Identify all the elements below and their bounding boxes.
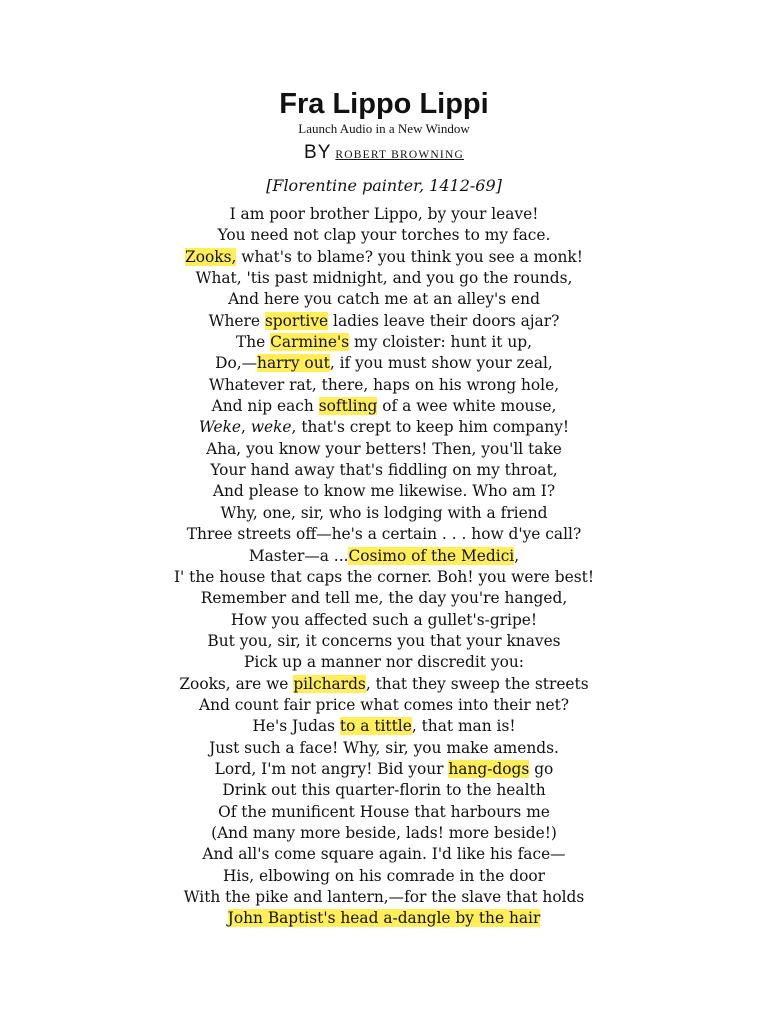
poem-line [0, 546, 768, 567]
glossary-highlight[interactable]: John Baptist's head a-dangle by the hair [227, 909, 541, 928]
poem-line [0, 588, 768, 609]
line-text: Pick up a manner nor discredit you: [244, 653, 524, 672]
poem-line [0, 225, 768, 246]
line-text: And nip each [211, 397, 319, 416]
poem-line [0, 524, 768, 545]
glossary-highlight[interactable]: sportive [264, 311, 329, 330]
line-text: (And many more beside, lads! more beside!) [211, 823, 557, 842]
glossary-highlight[interactable]: softling [318, 397, 378, 416]
line-text: His, elbowing on his comrade in the door [222, 866, 546, 885]
poem-line [0, 353, 768, 374]
line-text: Lord, I'm not angry! Bid your [214, 759, 449, 778]
line-text: Why, one, sir, who is lodging with a friend [220, 503, 548, 522]
poem-line [0, 823, 768, 844]
line-text: Zooks, are we [179, 674, 294, 693]
poem-line [0, 503, 768, 524]
poem-line [0, 289, 768, 310]
poem-line [0, 439, 768, 460]
glossary-highlight[interactable]: to a tittle [339, 717, 412, 736]
line-text: Of the munificent House that harbours me [218, 802, 550, 821]
poem-line [0, 674, 768, 695]
line-text: Your hand away that's fiddling on my throat, [210, 461, 558, 480]
poem-line [0, 396, 768, 417]
line-text: what's to blame? you think you see a monk! [236, 247, 583, 266]
glossary-highlight[interactable]: Zooks, [185, 247, 237, 266]
line-text: I' the house that caps the corner. Boh! you were best! [173, 567, 595, 586]
glossary-highlight[interactable]: Cosimo of the Medici [348, 546, 515, 565]
poem-line [0, 567, 768, 588]
line-text: Whatever rat, there, haps on his wrong hole, [208, 375, 560, 394]
line-text: Aha, you know your betters! Then, you'll take [206, 439, 562, 458]
line-text: of a wee white mouse, [377, 397, 557, 416]
poem-line [0, 204, 768, 225]
poem-title: Fra Lippo Lippi [279, 88, 489, 120]
line-text: How you affected such a gullet's-gripe! [230, 610, 538, 629]
line-text: my cloister: hunt it up, [349, 333, 533, 352]
line-text: And here you catch me at an alley's end [228, 290, 540, 309]
poem-line [0, 887, 768, 908]
line-text: What, 'tis past midnight, and you go the rounds, [195, 269, 573, 288]
line-text: , [241, 418, 251, 437]
poem-line [0, 716, 768, 737]
line-text: Just such a face! Why, sir, you make amends. [209, 738, 559, 757]
line-text: The [235, 333, 271, 352]
poem-line [0, 759, 768, 780]
line-text: Master—a ... [248, 546, 349, 565]
line-text: Do,— [215, 354, 258, 373]
poem-line [0, 866, 768, 887]
poem-line [0, 460, 768, 481]
poem-line [0, 908, 768, 929]
glossary-highlight[interactable]: pilchards [293, 674, 366, 693]
byline [0, 140, 768, 168]
line-text: And all's come square again. I'd like his face— [202, 845, 566, 864]
line-text: Three streets off—he's a certain . . . how d'ye call? [186, 525, 582, 544]
poem-line [0, 332, 768, 353]
glossary-highlight[interactable]: hang-dogs [448, 759, 530, 778]
poem-subtitle: [Florentine painter, 1412-69] [266, 176, 502, 195]
line-text: , that they sweep the streets [365, 674, 589, 693]
poem-line [0, 417, 768, 438]
poem-line [0, 247, 768, 268]
poem-line [0, 780, 768, 801]
poem-line [0, 481, 768, 502]
line-text: You need not clap your torches to my face. [217, 226, 551, 245]
line-text: Drink out this quarter-florin to the health [222, 781, 546, 800]
glossary-highlight[interactable]: harry out [257, 354, 330, 373]
poem-line [0, 844, 768, 865]
line-text: go [529, 759, 554, 778]
launch-audio-link[interactable]: Launch Audio in a New Window [298, 121, 470, 136]
line-text: ladies leave their doors ajar? [328, 311, 560, 330]
line-text: He's Judas [252, 717, 340, 736]
poem-line [0, 738, 768, 759]
line-text: , if you must show your zeal, [329, 354, 553, 373]
by-label: BY [304, 142, 332, 163]
glossary-highlight[interactable]: Carmine's [270, 333, 350, 352]
poem-line [0, 268, 768, 289]
line-text: With the pike and lantern,—for the slave that holds [183, 888, 585, 906]
line-text: And please to know me likewise. Who am I? [212, 482, 556, 501]
line-text: Remember and tell me, the day you're hanged, [200, 589, 568, 608]
poem-line [0, 652, 768, 673]
poem-line [0, 610, 768, 631]
line-text: And count fair price what comes into their net? [198, 695, 570, 714]
poem-line [0, 375, 768, 396]
line-text: Where [208, 311, 265, 330]
poem-line [0, 802, 768, 823]
italic-text: weke [250, 418, 292, 437]
line-text: But you, sir, it concerns you that your knaves [207, 631, 561, 650]
italic-text: Weke [198, 418, 242, 437]
poem-line [0, 311, 768, 332]
line-text: , that man is! [411, 717, 516, 736]
line-text: , that's crept to keep him company! [291, 418, 570, 437]
poem-line [0, 695, 768, 716]
poem-line [0, 631, 768, 652]
author-link[interactable]: ROBERT BROWNING [335, 149, 464, 161]
poem-body [0, 204, 768, 930]
line-text: I am poor brother Lippo, by your leave! [229, 205, 539, 223]
line-text: , [514, 546, 520, 565]
